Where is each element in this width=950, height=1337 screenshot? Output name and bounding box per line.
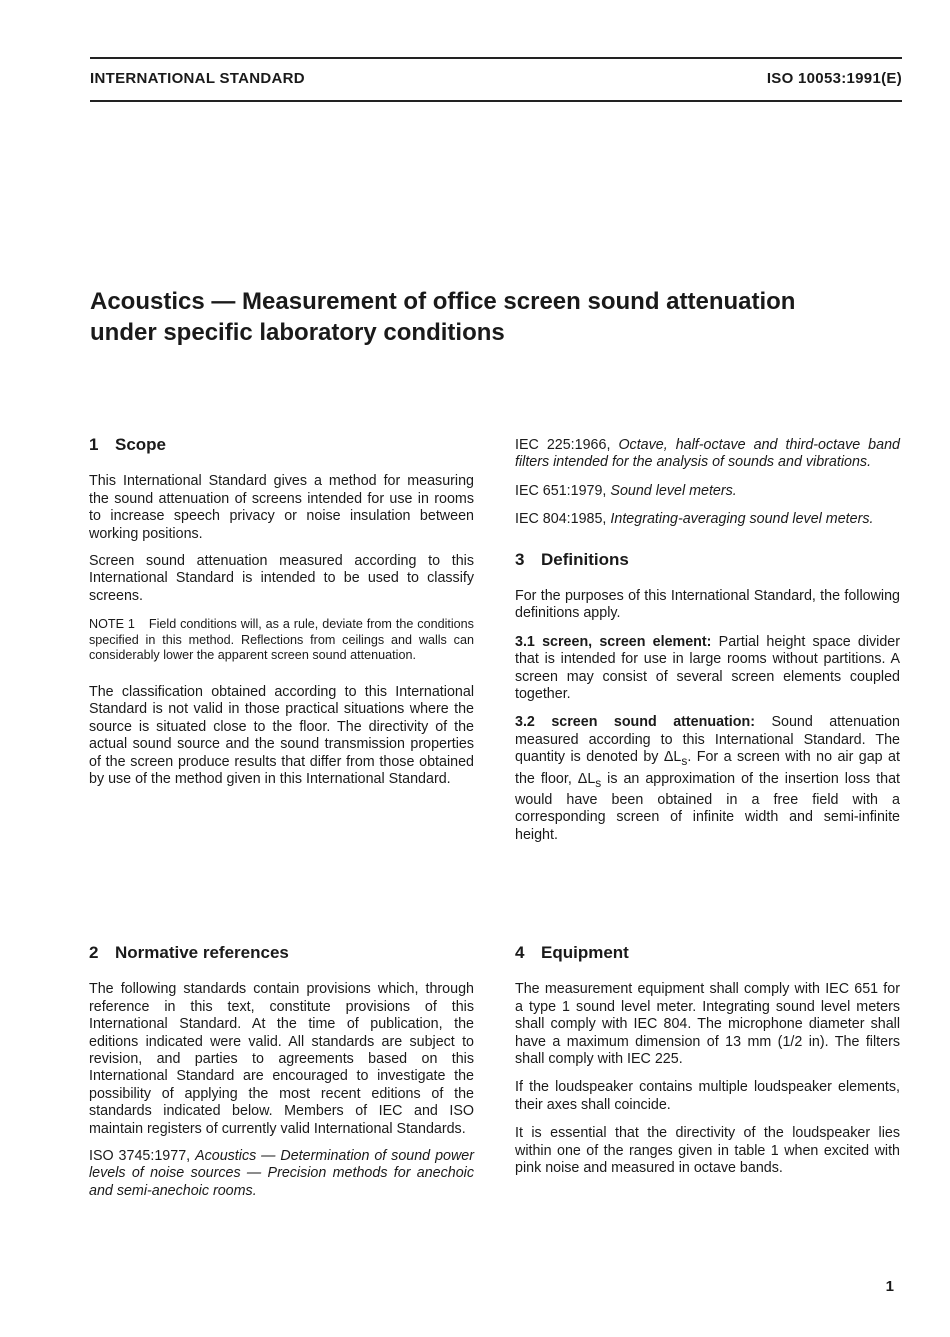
reference-iec-804 [515, 511, 900, 528]
definition-term: screen, screen element: [542, 633, 712, 650]
equipment-paragraph-1: The measurement equipment shall comply with IEC 651 for a type 1 sound level meter. Integrating sound level meters shall comply with IEC 804. The microphone diameter shall have a maximum dimension of 13 mm (1/2 in). The filters shall comply with IEC 225. [515, 981, 900, 1068]
scope-title: Scope [115, 435, 167, 454]
reference-code: IEC 225:1966, [515, 437, 611, 453]
reference-title: Integrating-averaging sound level meters. [610, 511, 874, 528]
reference-code: IEC 651:1979, [515, 482, 607, 499]
reference-iso-3745 [89, 1148, 474, 1200]
reference-iec-651 [515, 483, 900, 500]
scope-paragraph-2: Screen sound attenuation measured according to this International Standard is intended to be used to classify screens. [89, 553, 474, 604]
normative-paragraph: The following standards contain provisions which, through reference in this text, constitute provisions of this International Standard. At the time of publication, the editions indicated were valid. All standards are subject to revision, and parties to agreements based on this International Standard are encouraged to investigate the possibility of applying the most recent editions of the standards indicated below. Members of IEC and ISO maintain registers of currently valid International Standards. [89, 981, 474, 1137]
definition-text-c: is an approximation of the insertion loss that would have been obtained in a free field with a corresponding screen of infinite width and semi-infinite height. [515, 770, 900, 843]
definitions-number: 3 [515, 549, 525, 569]
definition-text-a: Sound attenuation measured according to this International Standard. The quantity is denoted by ΔL [515, 714, 900, 766]
note-label: NOTE 1 [89, 617, 135, 632]
section-equipment [515, 944, 900, 1177]
scope-paragraph-3: The classification obtained according to this International Standard is not valid in those practical situations where the source is situated close to the floor. The directivity of the actual sound source and the sound transmission properties of the screen produce results that differ from those obtained by use of the method given in this International Standard. [89, 684, 474, 788]
references-continued [515, 437, 900, 844]
scope-note [89, 617, 474, 664]
reference-code: ISO 3745:1977, [89, 1148, 191, 1165]
header-standard-label: INTERNATIONAL STANDARD [90, 70, 305, 87]
title-line-2: under specific laboratory conditions [90, 319, 505, 346]
normative-heading [89, 944, 474, 961]
header-standard-number: ISO 10053:1991(E) [766, 70, 902, 87]
symbol-subscript: s [595, 775, 602, 790]
reference-iec-225 [515, 437, 900, 472]
definitions-heading [515, 551, 900, 568]
scope-heading [89, 436, 474, 453]
definition-number: 3.2 [515, 714, 535, 731]
definitions-intro: For the purposes of this International Standard, the following definitions apply. [515, 588, 900, 622]
document-title [90, 286, 890, 348]
normative-title: Normative references [115, 943, 289, 962]
definitions-title: Definitions [541, 549, 629, 569]
page-number: 1 [885, 1278, 894, 1295]
section-scope [89, 436, 474, 788]
section-normative-references [89, 944, 474, 1200]
header-bottom-rule [90, 100, 902, 102]
definition-term: screen sound attenuation: [551, 714, 755, 731]
note-text: Field conditions will, as a rule, deviate from the conditions specified in this method. Reflections from ceilings and walls can considerably lower the apparent screen sound attenuation. [89, 617, 474, 663]
reference-code: IEC 804:1985, [515, 511, 607, 528]
definition-text: Partial height space divider that is intended for use in large rooms without partitions. A screen may consist of several screen elements coupled together. [515, 633, 900, 703]
reference-title: Sound level meters. [610, 482, 737, 499]
reference-title: Octave, half-octave and third-octave band filters intended for the analysis of sounds and vibrations. [515, 437, 900, 471]
definition-text-b: . For a screen with no air gap at the floor, ΔL [515, 749, 900, 787]
reference-title: Acoustics — Determination of sound power levels of noise sources — Precision methods for anechoic and semi-anechoic rooms. [89, 1148, 475, 1199]
title-line-1: Acoustics — Measurement of office screen sound attenuation [90, 288, 796, 315]
scope-paragraph-1: This International Standard gives a method for measuring the sound attenuation of screens intended for use in rooms to increase speech privacy or noise insulation between working positions. [89, 473, 474, 542]
equipment-number: 4 [515, 943, 525, 962]
scope-number: 1 [89, 435, 99, 454]
equipment-title: Equipment [541, 943, 629, 962]
symbol-subscript: s [681, 754, 688, 769]
definition-3-2 [515, 714, 900, 844]
equipment-paragraph-3: It is essential that the directivity of the loudspeaker lies within one of the ranges given in table 1 when excited with pink noise and measured in octave bands. [515, 1125, 900, 1177]
equipment-heading [515, 944, 900, 961]
definition-number: 3.1 [515, 633, 535, 650]
equipment-paragraph-2: If the loudspeaker contains multiple loudspeaker elements, their axes shall coincide. [515, 1079, 900, 1113]
header-top-rule [90, 57, 902, 59]
normative-number: 2 [89, 943, 99, 962]
definition-3-1 [515, 634, 900, 704]
